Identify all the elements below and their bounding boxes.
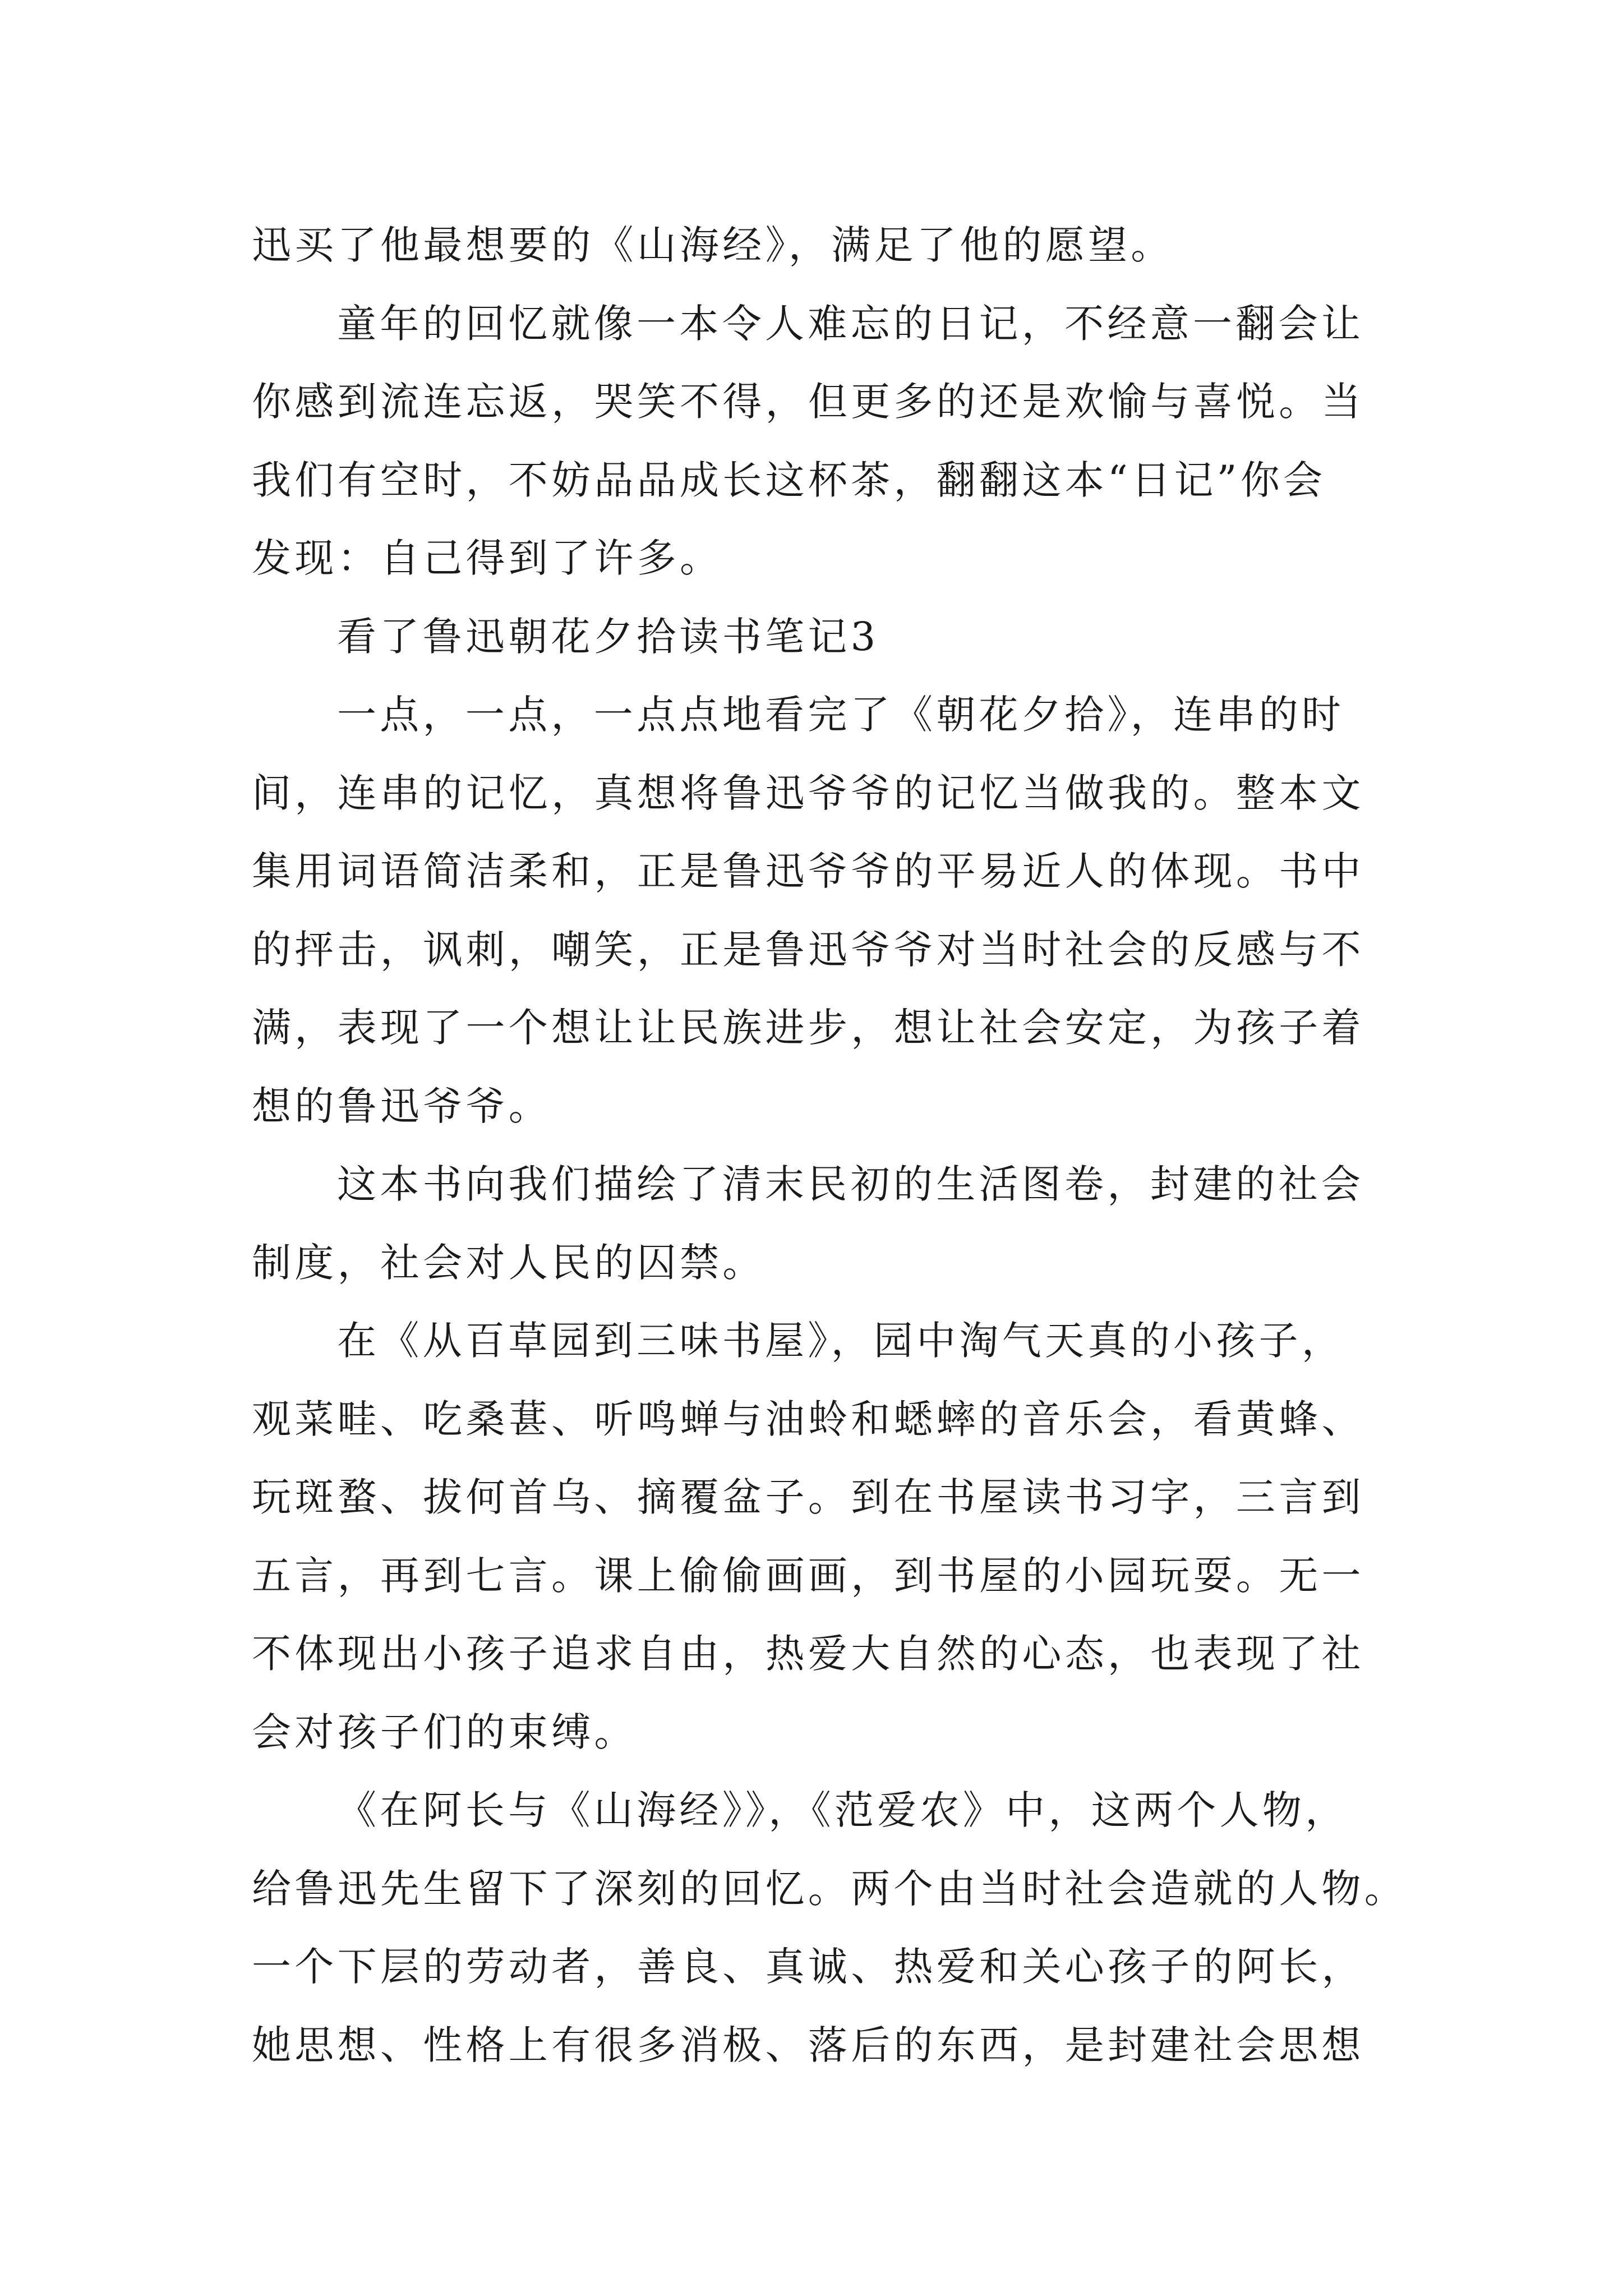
text-line: 玩斑蝥、拔何首乌、摘覆盆子。到在书屋读书习字，三言到 — [252, 1474, 1364, 1520]
text-line: 她思想、性格上有很多消极、落后的东西，是封建社会思想 — [252, 2022, 1364, 2068]
text-line: 迅买了他最想要的《山海经》，满足了他的愿望。 — [252, 222, 1174, 268]
body-text — [252, 206, 1408, 2085]
text-line: 不体现出小孩子追求自由，热爱大自然的心态，也表现了社 — [252, 1631, 1364, 1677]
text-line: 《在阿长与《山海经》》，《范爱农》中，这两个人物， — [337, 1787, 1348, 1833]
text-line: 这本书向我们描绘了清末民初的生活图卷，封建的社会 — [337, 1161, 1364, 1207]
text-line: 给鲁迅先生留下了深刻的回忆。两个由当时社会造就的人物。 — [252, 1865, 1408, 1912]
text-line: 我们有空时，不妨品品成长这杯茶，翻翻这本“日记”你会 — [252, 457, 1326, 503]
text-line: 五言，再到七言。课上偷偷画画，到书屋的小园玩耍。无一 — [252, 1552, 1364, 1599]
text-line: 在《从百草园到三味书屋》，园中淘气天真的小孩子， — [337, 1318, 1345, 1364]
text-line: 一点，一点，一点点地看完了《朝花夕拾》，连串的时 — [337, 692, 1345, 738]
text-line: 间，连串的记忆，真想将鲁迅爷爷的记忆当做我的。整本文 — [252, 770, 1364, 816]
text-line: 你感到流连忘返，哭笑不得，但更多的还是欢愉与喜悦。当 — [252, 379, 1364, 425]
text-line: 会对孩子们的束缚。 — [252, 1709, 637, 1755]
text-line: 童年的回忆就像一本令人难忘的日记，不经意一翻会让 — [337, 300, 1364, 347]
text-line: 满，表现了一个想让让民族进步，想让社会安定，为孩子着 — [252, 1005, 1364, 1051]
text-line: 想的鲁迅爷爷。 — [252, 1083, 552, 1129]
text-line: 看了鲁迅朝花夕拾读书笔记3 — [337, 613, 879, 660]
text-line: 一个下层的劳动者，善良、真诚、热爱和关心孩子的阿长， — [252, 1944, 1364, 1990]
text-line: 观菜畦、吃桑葚、听鸣蝉与油蛉和蟋蟀的音乐会，看黄蜂、 — [252, 1396, 1364, 1442]
text-line: 发现：自己得到了许多。 — [252, 535, 723, 581]
text-line: 制度，社会对人民的囚禁。 — [252, 1239, 766, 1286]
text-line: 集用词语简洁柔和，正是鲁迅爷爷的平易近人的体现。书中 — [252, 848, 1364, 894]
text-line: 的抨击，讽刺，嘲笑，正是鲁迅爷爷对当时社会的反感与不 — [252, 926, 1364, 973]
